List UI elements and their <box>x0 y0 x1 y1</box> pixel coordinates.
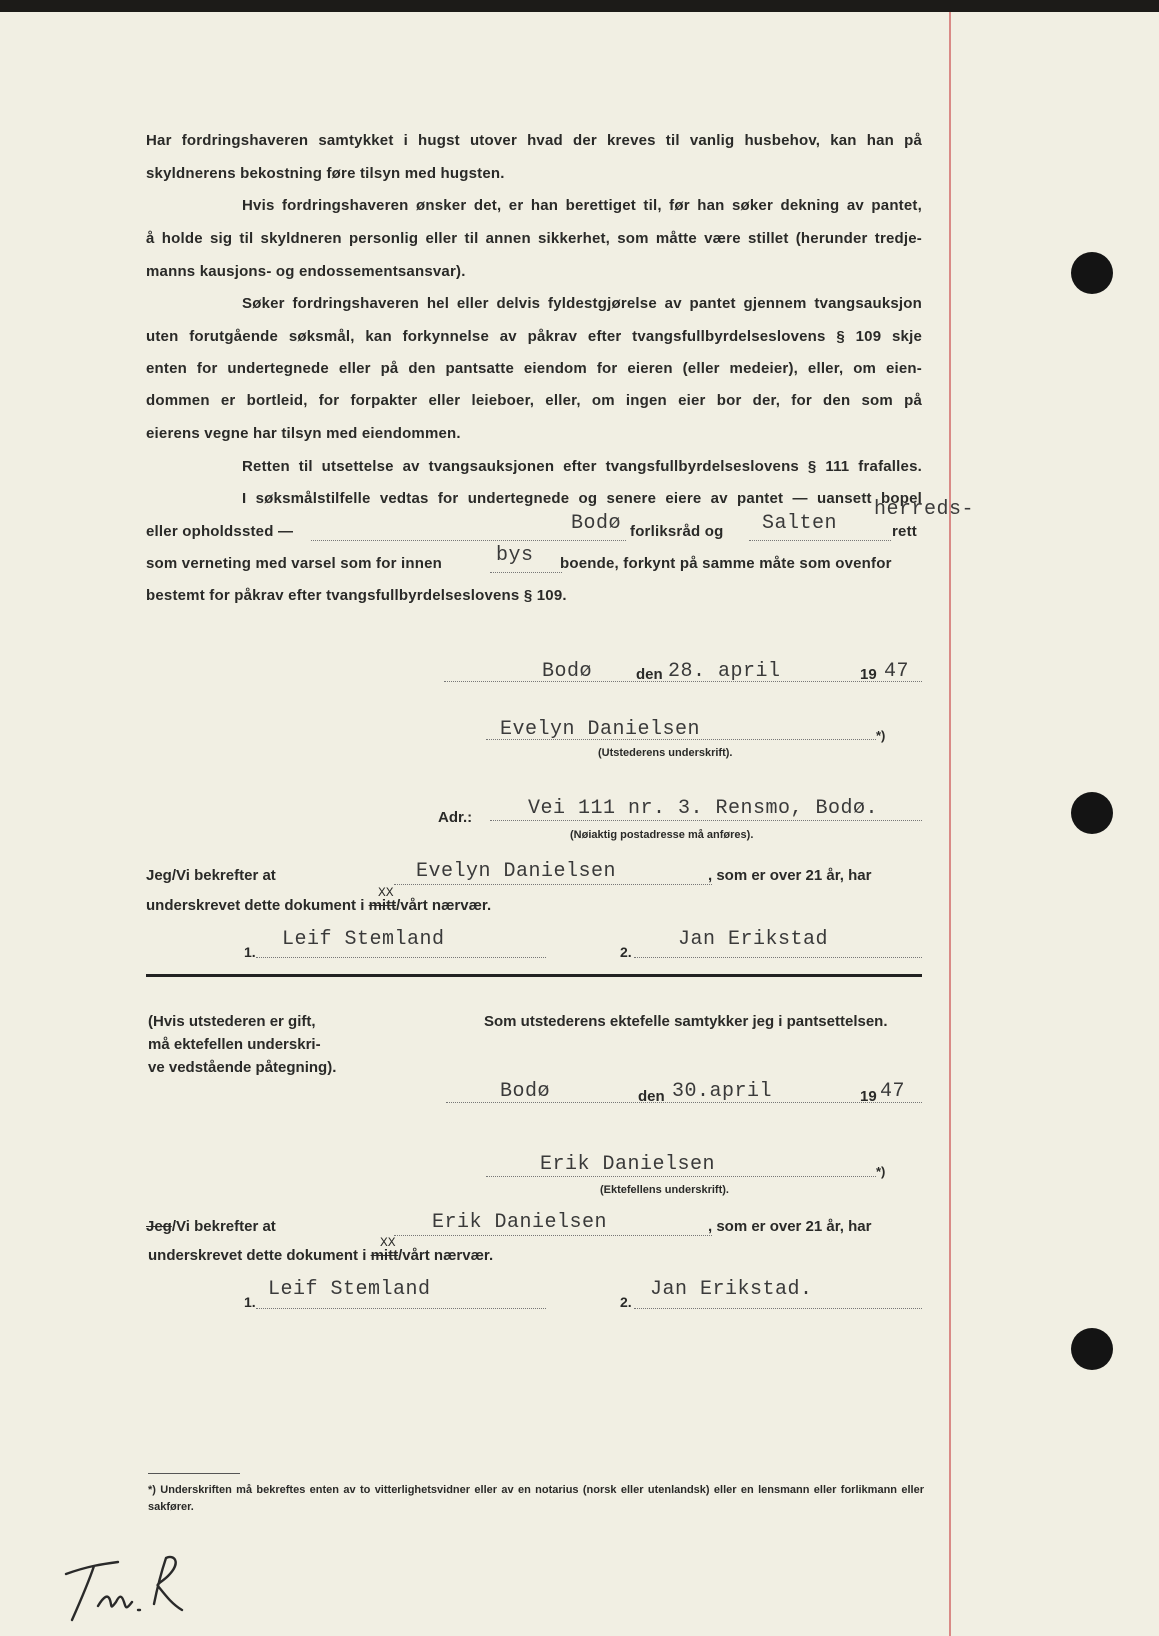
document-page <box>0 12 1159 1636</box>
venue-district: Salten <box>762 512 838 535</box>
blank-line <box>634 1308 922 1309</box>
blank-line <box>256 1308 546 1309</box>
spouse-note: (Hvis utstederen er gift, <box>148 1013 316 1030</box>
paragraph-line: Har fordringshaveren samtykket i hugst utover hvad der kreves til vanlig husbehov, kan han på <box>146 132 922 149</box>
paragraph-line: å holde sig til skyldneren personlig eller til annen sikkerhet, som måtte være stillet (herunder tredje- <box>146 230 922 247</box>
strike-mark: XX <box>380 1235 396 1250</box>
footnote: *) Underskriften må bekreftes enten av to vitterlighetsvidner eller av en notarius (norsk eller utenlandsk) eller en lensmann eller forlikmann eller sakfører. <box>148 1484 924 1513</box>
witness-statement: /vårt nærvær. <box>396 897 492 914</box>
issuer-place: Bodø <box>542 660 593 683</box>
paragraph-line: eierens vegne har tilsyn med eiendommen. <box>146 425 461 442</box>
witness-statement: , som er over 21 år, har <box>708 1218 872 1235</box>
witness-statement-line-1 <box>146 1218 276 1235</box>
venue-text: boende, forkynt på samme måte som ovenfor <box>560 555 892 572</box>
issuer-date: 28. april <box>668 660 781 683</box>
strike-mark: XX <box>378 885 394 900</box>
blank-line <box>634 957 922 958</box>
punch-hole-middle <box>1071 792 1113 834</box>
struck-word: mitt <box>370 1247 399 1264</box>
struck-word: mitt <box>368 897 397 914</box>
spouse-date: 30.april <box>672 1080 773 1103</box>
paragraph-line: enten for undertegnede eller på den pantsatte eiendom for eieren (eller medeier), eller, om eien- <box>146 360 922 377</box>
spouse-consent: Som utstederens ektefelle samtykker jeg i pantsettelsen. <box>484 1013 888 1030</box>
witness-statement: underskrevet dette dokument i <box>148 1247 367 1264</box>
signature-mark: *) <box>876 728 886 743</box>
venue-town: Bodø <box>571 512 622 535</box>
spouse-witness-1: Leif Stemland <box>268 1278 431 1301</box>
handwritten-initials <box>58 1544 188 1629</box>
struck-word: Jeg <box>146 1218 172 1235</box>
signature-caption: (Ektefellens underskrift). <box>600 1184 729 1196</box>
signature-line <box>486 1176 876 1177</box>
paragraph-line: Søker fordringshaveren hel eller delvis fyldestgjørelse av pantet gjennem tvangsauksjon <box>242 295 922 312</box>
witness-1: Leif Stemland <box>282 928 445 951</box>
punch-hole-bottom <box>1071 1328 1113 1370</box>
margin-line <box>949 12 951 1636</box>
issuer-year: 47 <box>884 660 910 683</box>
signature-mark: *) <box>876 1164 886 1179</box>
year-prefix: 19 <box>860 666 877 683</box>
den-label: den <box>638 1088 665 1105</box>
spouse-witness-2: Jan Erikstad. <box>650 1278 813 1301</box>
witness-statement: underskrevet dette dokument i <box>146 897 365 914</box>
venue-text: rett <box>892 523 917 540</box>
footnote-rule <box>148 1473 240 1474</box>
signature-caption: (Utstederens underskrift). <box>598 747 733 759</box>
venue-line-4: bestemt for påkrav efter tvangsfullbyrdelseslovens § 109. <box>146 587 567 604</box>
paragraph-line: Hvis fordringshaveren ønsker det, er han berettiget til, før han søker dekning av pantet, <box>242 197 922 214</box>
blank-line <box>311 540 626 541</box>
venue-line-1: I søksmålstilfelle vedtas for undertegnede og senere eiere av pantet — uansett bopel <box>242 490 922 507</box>
spouse-place: Bodø <box>500 1080 551 1103</box>
issuer-signature: Evelyn Danielsen <box>500 718 701 741</box>
witness-statement: Jeg/Vi bekrefter at <box>146 867 276 884</box>
blank-line <box>490 572 562 573</box>
witness-number: 2. <box>620 944 632 960</box>
punch-hole-top <box>1071 252 1113 294</box>
section-divider <box>146 974 922 977</box>
blank-line <box>394 1235 712 1236</box>
witness-number: 2. <box>620 1294 632 1310</box>
spouse-note: ve vedstående påtegning). <box>148 1059 337 1076</box>
witness-number: 1. <box>244 944 256 960</box>
witness-statement: , som er over 21 år, har <box>708 867 872 884</box>
address-caption: (Nøiaktig postadresse må anføres). <box>570 829 754 841</box>
blank-line <box>394 884 712 885</box>
paragraph-line: manns kausjons- og endossementsansvar). <box>146 263 466 280</box>
witness-statement-line-2 <box>148 1247 493 1264</box>
venue-town-type: bys <box>496 544 534 567</box>
blank-line <box>749 540 891 541</box>
address-line <box>490 820 922 821</box>
spouse-signature: Erik Danielsen <box>540 1153 716 1176</box>
paragraph-line: skyldnerens bekostning føre tilsyn med hugsten. <box>146 165 505 182</box>
venue-text: forliksråd og <box>630 523 724 540</box>
venue-court-type: herreds- <box>874 498 975 521</box>
venue-text: eller opholdssted — <box>146 523 294 540</box>
spouse-year: 47 <box>880 1080 906 1103</box>
blank-line <box>256 957 546 958</box>
year-prefix: 19 <box>860 1088 877 1105</box>
witness-number: 1. <box>244 1294 256 1310</box>
paragraph-line: Retten til utsettelse av tvangsauksjonen efter tvangsfullbyrdelseslovens § 111 frafalles. <box>242 458 922 475</box>
spouse-note: må ektefellen underskri- <box>148 1036 321 1053</box>
witness-name: Evelyn Danielsen <box>416 860 617 883</box>
address-label: Adr.: <box>438 809 473 826</box>
spouse-witness-name: Erik Danielsen <box>432 1211 608 1234</box>
initials-scribble <box>58 1544 188 1624</box>
witness-statement: /vårt nærvær. <box>398 1247 494 1264</box>
paragraph-line: dommen er bortleid, for forpakter eller leieboer, eller, om ingen eier bor der, for den som på <box>146 392 922 409</box>
witness-statement-line-2 <box>146 897 491 914</box>
paragraph-line: uten forutgående søksmål, kan forkynnelse av påkrav efter tvangsfullbyrdelseslovens § 109 skje <box>146 328 922 345</box>
issuer-address: Vei 111 nr. 3. Rensmo, Bodø. <box>528 797 879 820</box>
witness-statement: /Vi bekrefter at <box>171 1218 276 1235</box>
den-label: den <box>636 666 663 683</box>
venue-text: som verneting med varsel som for innen <box>146 555 443 572</box>
witness-2: Jan Erikstad <box>678 928 829 951</box>
